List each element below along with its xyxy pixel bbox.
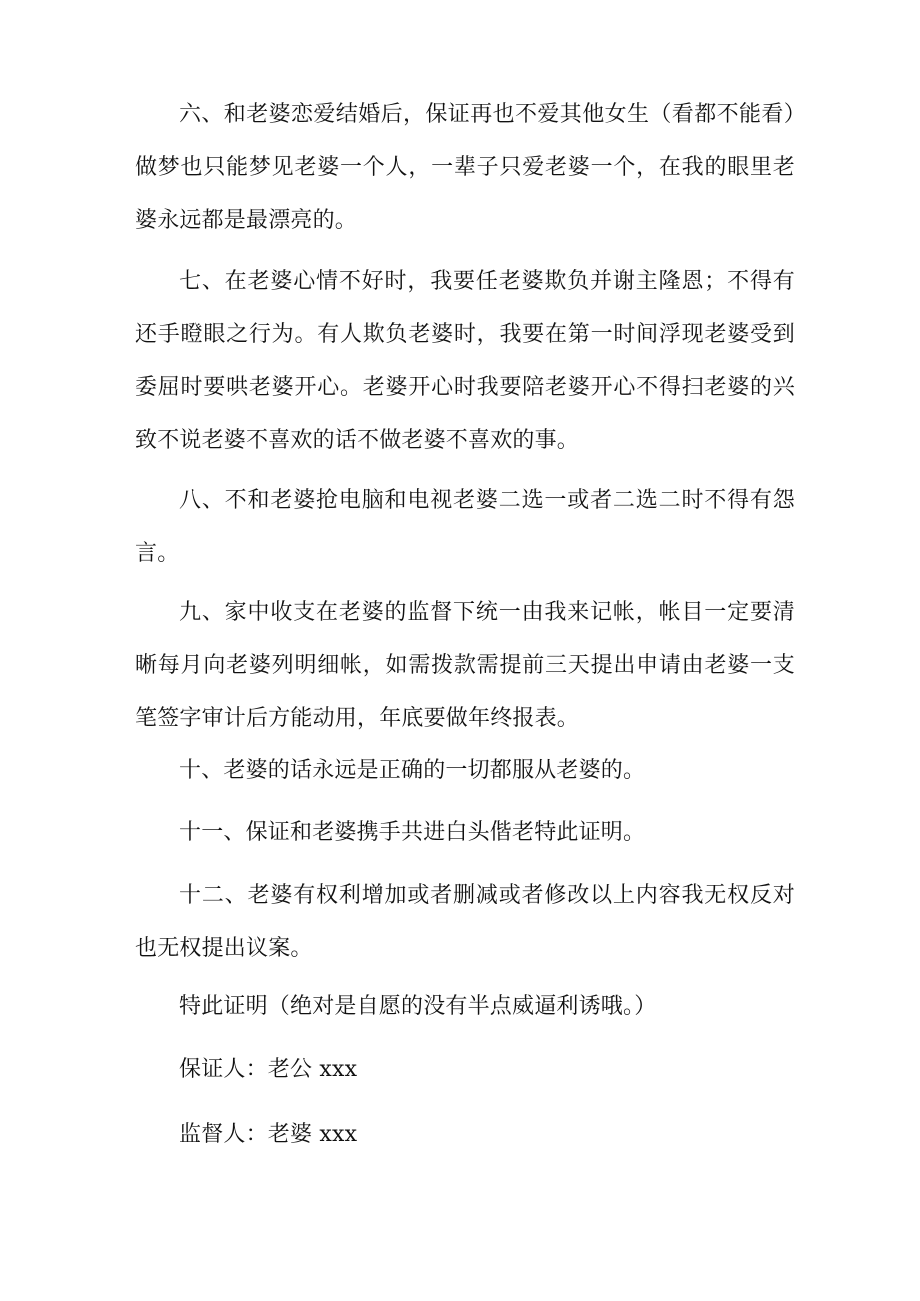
clause-9-paragraph: 九、家中收支在老婆的监督下统一由我来记帐，帐目一定要清晰每月向老婆列明细帐，如需拨款需提前三天提出申请由老婆一支笔签字审计后方能动用，年底要做年终报表。 xyxy=(135,600,795,731)
clause-7-paragraph: 七、在老婆心情不好时，我要任老婆欺负并谢主隆恩；不得有还手瞪眼之行为。有人欺负老婆时，我要在第一时间浮现老婆受到委屈时要哄老婆开心。老婆开心时我要陪老婆开心不得扫老婆的兴致不说老婆不喜欢的话不做老婆不喜欢的事。 xyxy=(135,269,795,453)
guarantor-line: 保证人：老公 xxx xyxy=(179,1057,358,1082)
clause-11-paragraph: 十一、保证和老婆携手共进白头偕老特此证明。 xyxy=(179,820,646,845)
clause-8-paragraph: 八、不和老婆抢电脑和电视老婆二选一或者二选二时不得有怨言。 xyxy=(135,488,795,566)
clause-6-paragraph: 六、和老婆恋爱结婚后，保证再也不爱其他女生（看都不能看）做梦也只能梦见老婆一个人，一辈子只爱老婆一个，在我的眼里老婆永远都是最漂亮的。 xyxy=(135,102,795,233)
certification-statement: 特此证明（绝对是自愿的没有半点威逼利诱哦。） xyxy=(179,994,657,1019)
supervisor-line: 监督人：老婆 xxx xyxy=(179,1122,358,1147)
clause-12-paragraph: 十二、老婆有权利增加或者删减或者修改以上内容我无权反对也无权提出议案。 xyxy=(135,883,795,961)
clause-10-paragraph: 十、老婆的话永远是正确的一切都服从老婆的。 xyxy=(179,758,646,783)
